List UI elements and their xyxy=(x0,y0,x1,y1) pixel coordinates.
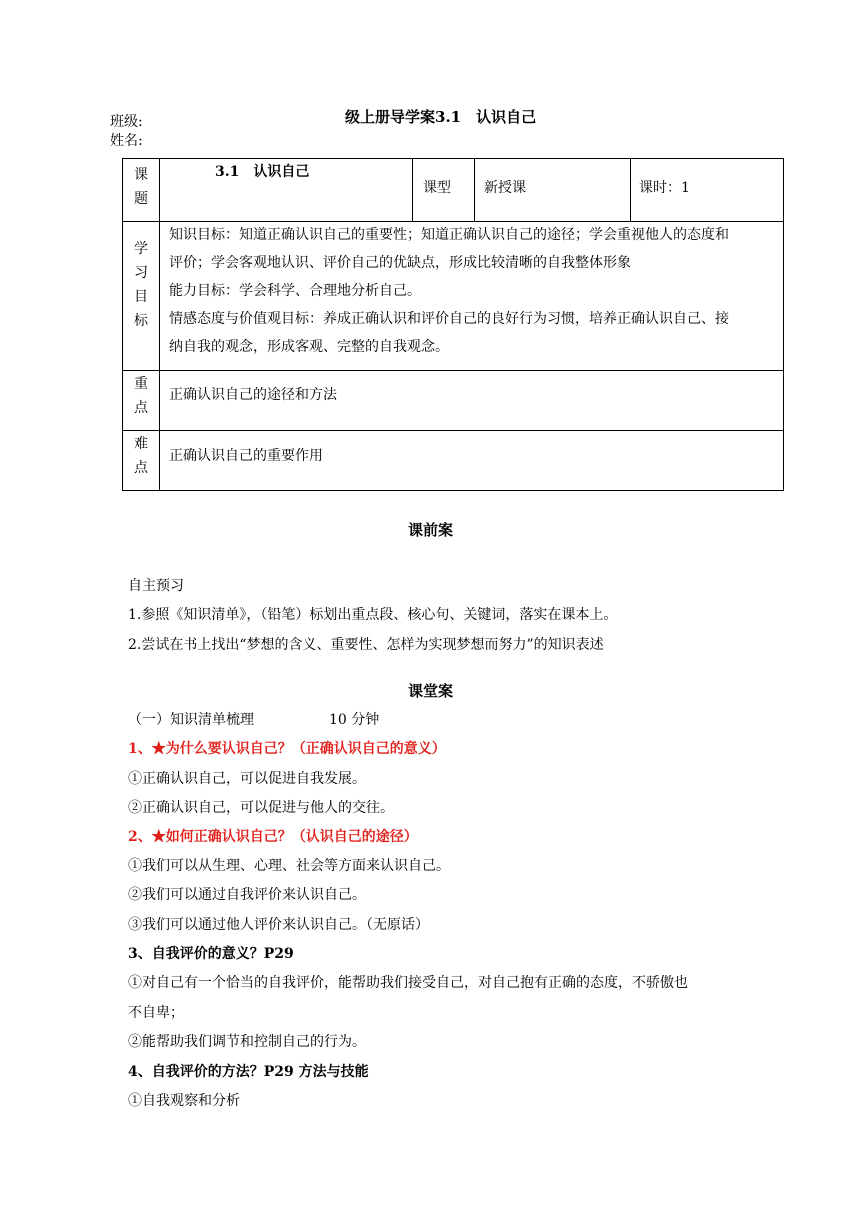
preclass-heading: 自主预习 xyxy=(128,578,184,594)
difficulty-value: 正确认识自己的重要作用 xyxy=(169,448,323,464)
name-label: 姓名: xyxy=(110,133,143,149)
preclass-item: 1.参照《知识清单》，（铅笔）标划出重点段、核心句、关键词，落实在课本上。 xyxy=(128,607,618,623)
hours-value: 课时：1 xyxy=(639,180,690,196)
answer-line: ③我们可以通过他人评价来认识自己。（无原话） xyxy=(128,917,429,933)
answer-line: ②我们可以通过自我评价来认识自己。 xyxy=(128,887,366,903)
inclass-title: 课堂案 xyxy=(408,682,454,700)
answer-line: ①对自己有一个恰当的自我评价，能帮助我们接受自己，对自己抱有正确的态度，不骄傲也 xyxy=(128,975,688,991)
answer-line: ①我们可以从生理、心理、社会等方面来认识自己。 xyxy=(128,858,450,874)
goal-line: 能力目标：学会科学、合理地分析自己。 xyxy=(169,283,421,299)
topic-label: 课 题 xyxy=(134,167,148,207)
goal-line: 情感态度与价值观目标：养成正确认识和评价自己的良好行为习惯，培养正确认识自己、接 xyxy=(169,311,729,327)
goal-line: 纳自我的观念，形成客观、完整的自我观念。 xyxy=(169,339,449,355)
inclass-subheading: （一）知识清单梳理 xyxy=(128,712,254,728)
key-label: 重 点 xyxy=(134,376,148,416)
answer-line: 不自卑； xyxy=(128,1005,184,1021)
answer-line: ①正确认识自己，可以促进自我发展。 xyxy=(128,771,366,787)
inclass-time: 10 分钟 xyxy=(329,712,380,728)
goals-text xyxy=(169,221,729,361)
class-label: 班级: xyxy=(110,114,143,130)
key-value: 正确认识自己的途径和方法 xyxy=(169,387,337,403)
question-4: 4、自我评价的方法？P29 方法与技能 xyxy=(128,1064,369,1080)
answer-line: ①自我观察和分析 xyxy=(128,1093,240,1109)
question-1: 1、★为什么要认识自己？（正确认识自己的意义） xyxy=(128,741,446,757)
question-2: 2、★如何正确认识自己？（认识自己的途径） xyxy=(128,829,418,845)
answer-line: ②正确认识自己，可以促进与他人的交往。 xyxy=(128,800,394,816)
lesson-info-table xyxy=(122,158,784,491)
question-3: 3、自我评价的意义？P29 xyxy=(128,946,294,962)
answer-line: ②能帮助我们调节和控制自己的行为。 xyxy=(128,1034,366,1050)
goal-line: 知识目标：知道正确认识自己的重要性；知道正确认识自己的途径；学会重视他人的态度和 xyxy=(169,227,729,243)
topic-value: 3.1 认识自己 xyxy=(215,164,310,180)
goals-label: 学 习 目 标 xyxy=(134,241,148,329)
type-label: 课型 xyxy=(423,180,451,196)
preclass-item: 2.尝试在书上找出“梦想的含义、重要性、怎样为实现梦想而努力”的知识表述 xyxy=(128,637,604,653)
document-title: 级上册导学案3.1 认识自己 xyxy=(345,108,537,126)
preclass-title: 课前案 xyxy=(408,521,454,539)
difficulty-label: 难 点 xyxy=(134,436,148,476)
type-value: 新授课 xyxy=(484,180,526,196)
goal-line: 评价；学会客观地认识、评价自己的优缺点，形成比较清晰的自我整体形象 xyxy=(169,255,631,271)
